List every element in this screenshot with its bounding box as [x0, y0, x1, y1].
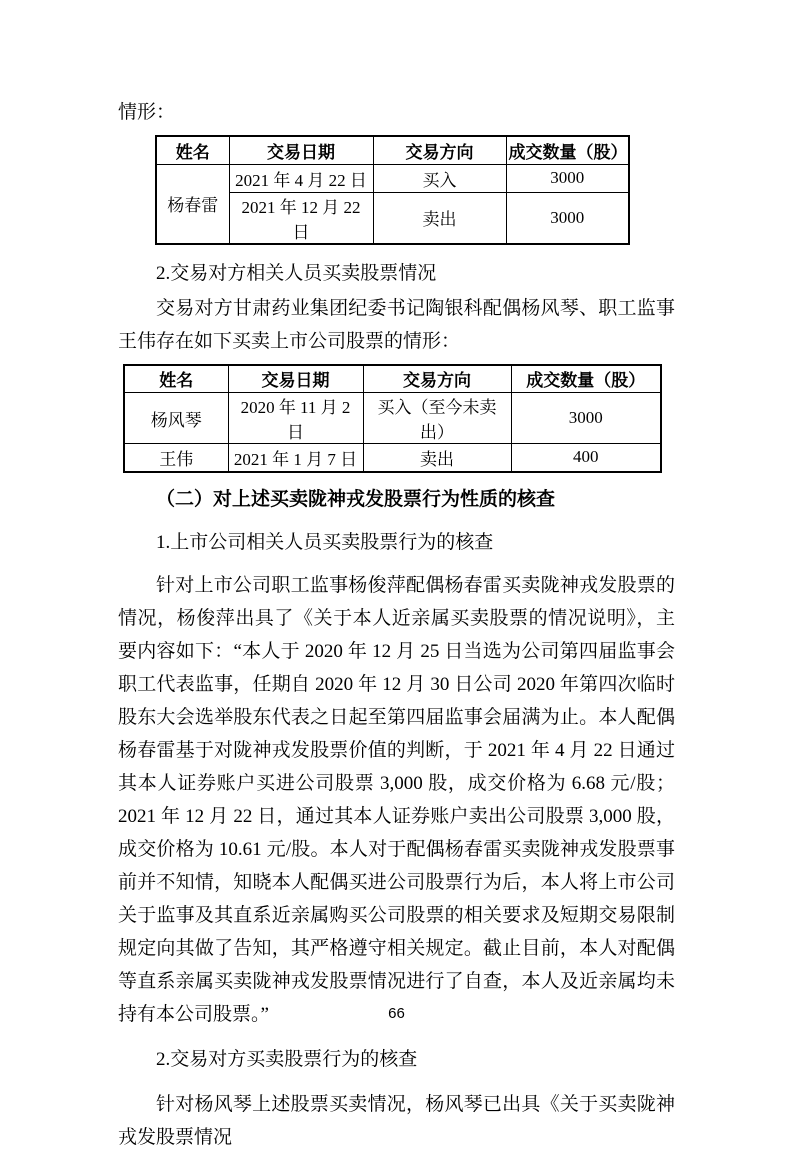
col-header-name: 姓名: [156, 136, 229, 164]
page-number: 66: [388, 1005, 405, 1022]
col-header-date: 交易日期: [229, 136, 373, 164]
col-header-direction: 交易方向: [363, 365, 511, 393]
col-header-name: 姓名: [124, 365, 228, 393]
col-header-quantity: 成交数量（股）: [506, 136, 629, 164]
heading-counterparty-related-persons: 2.交易对方相关人员买卖股票情况: [156, 262, 437, 284]
cell-quantity: 3000: [511, 393, 661, 444]
cell-date: 2020 年 11 月 2 日: [228, 393, 363, 444]
cell-direction: 卖出: [363, 444, 511, 472]
paragraph-yang-fengqin-check: 针对杨风琴上述股票买卖情况，杨风琴已出具《关于买卖陇神戎发股票情况: [118, 1093, 675, 1148]
cell-name: 杨春雷: [156, 164, 229, 244]
cell-date: 2021 年 12 月 22 日: [229, 192, 373, 244]
intro-line: 情形：: [118, 102, 176, 123]
cell-quantity: 3000: [506, 192, 629, 244]
cell-direction: 卖出: [373, 192, 506, 244]
cell-date: 2021 年 1 月 7 日: [228, 444, 363, 472]
cell-date: 2021 年 4 月 22 日: [229, 164, 373, 192]
trade-table-company-related: [155, 135, 630, 245]
col-header-direction: 交易方向: [373, 136, 506, 164]
cell-quantity: 400: [511, 444, 661, 472]
paragraph-counterparty-intro: 交易对方甘肃药业集团纪委书记陶银科配偶杨风琴、职工监事王伟存在如下买卖上市公司股票的情形：: [118, 297, 675, 352]
col-header-quantity: 成交数量（股）: [511, 365, 661, 393]
table-header-row: [124, 365, 661, 393]
cell-direction: 买入: [373, 164, 506, 192]
table-row: [124, 393, 661, 444]
col-header-date: 交易日期: [228, 365, 363, 393]
heading-company-persons-check: 1.上市公司相关人员买卖股票行为的核查: [156, 531, 494, 553]
trade-table-counterparty: [123, 364, 662, 473]
table-row: [156, 164, 629, 192]
paragraph-yang-junping-statement: 针对上市公司职工监事杨俊萍配偶杨春雷买卖陇神戎发股票的情况，杨俊萍出具了《关于本人近亲属买卖股票的情况说明》，主要内容如下：“本人于 2020 年 12 月 25 日当选为公司第四届监事会职工代表监事，任期自 2020 年 12 月 30 日公司 2020 年第四次临时股东大会选举股东代表之日起至第四届监事会届满为止。本人配偶杨春雷基于对陇神戎发股票价值的判断，于 2021 年 4 月 22 日通过其本人证券账户买进公司股票 3,000 股，成交价格为 6.68 元/股；2021 年 12 月 22 日，通过其本人证券账户卖出公司股票 3,000 股，成交价格为 10.61 元/股。本人对于配偶杨春雷买卖陇神戎发股票事前并不知情，知晓本人配偶买进公司股票行为后，本人将上市公司关于监事及其直系近亲属购买公司股票的相关要求及短期交易限制规定向其做了告知，其严格遵守相关规定。截止目前，本人对配偶等直系亲属买卖陇神戎发股票情况进行了自查，本人及近亲属均未持有本公司股票。”: [118, 574, 675, 1025]
cell-name: 王伟: [124, 444, 228, 472]
table-row: [124, 444, 661, 472]
heading-counterparty-check: 2.交易对方买卖股票行为的核查: [156, 1048, 418, 1070]
heading-section-two-verification: （二）对上述买卖陇神戎发股票行为性质的核查: [156, 488, 556, 510]
cell-direction: 买入（至今未卖出）: [363, 393, 511, 444]
cell-quantity: 3000: [506, 164, 629, 192]
cell-name: 杨风琴: [124, 393, 228, 444]
table-header-row: [156, 136, 629, 164]
